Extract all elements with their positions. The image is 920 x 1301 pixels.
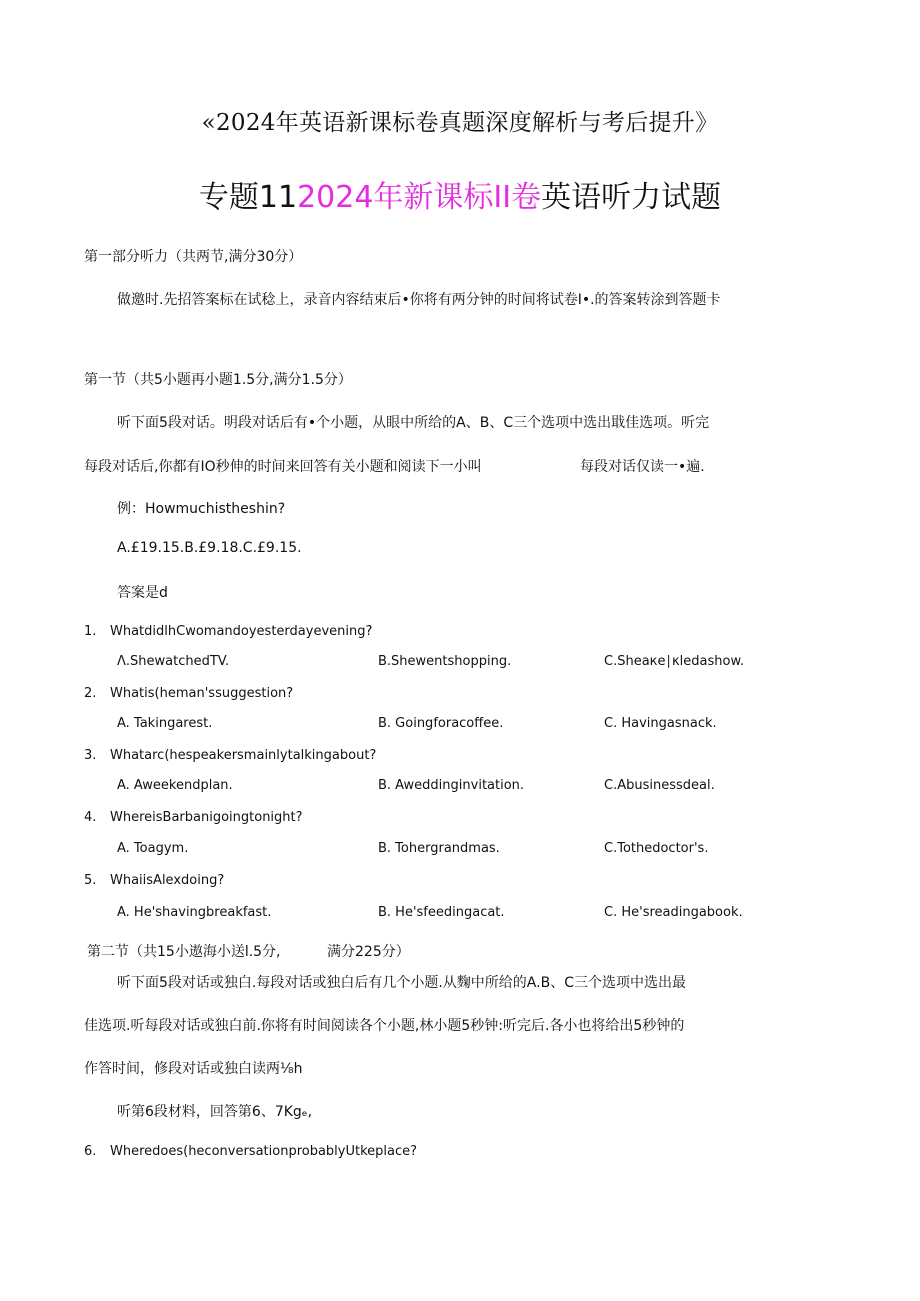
q3-option-a: A. Aweekendplan. [117, 778, 233, 793]
q3-option-b: B. Aweddinginvitation. [378, 778, 525, 793]
q1-option-a: Λ.ShewatchedTV. [117, 654, 230, 669]
section1-para2a: 每段对话后,你都有IO秒伸的时间来回答有关小题和阅读下一小叫 [84, 459, 482, 475]
book-title: «2024年英语新课标卷真题深度解析与考后提升》 [201, 110, 719, 136]
question-1 [84, 624, 372, 639]
section2-heading-b: 满分225分） [327, 944, 410, 960]
part1-heading: 第一部分听力（共两节,满分30分） [84, 249, 303, 265]
question-text: Whatarc(hespeakersmainlytalkingabout? [110, 748, 377, 763]
example-options: A.£19.15.B.£9.18.C.£9.15. [117, 540, 302, 556]
example-question: 例：Howmuchistheshin? [117, 501, 286, 517]
question-number: 1. [84, 624, 97, 639]
topic-suffix: 英语听力试题 [541, 180, 722, 215]
q1-option-c: C.Sheaкe∣κledashow. [604, 654, 745, 669]
q1-option-b: B.Shewentshopping. [378, 654, 512, 669]
q4-option-c: C.Tothedoctor's. [604, 841, 709, 856]
topic-accent: 2024年新课标II卷 [297, 180, 542, 215]
section2-subheading: 听第6段材料，回答第6、7Kgₑ, [117, 1104, 313, 1120]
question-2 [84, 686, 293, 701]
question-text: WhereisBarbanigoingtonight? [110, 810, 303, 825]
q2-option-c: C. Havingasnack. [604, 716, 717, 731]
section2-para3: 作答时间，修段对话或独白读两⅛h [84, 1061, 303, 1077]
question-number: 3. [84, 748, 97, 763]
question-text: Wheredoes(heconversationprobablyUtkeplace? [110, 1144, 418, 1159]
section1-heading: 第一节（共5小题再小题1.5分,满分1.5分） [84, 372, 352, 388]
question-number: 6. [84, 1144, 97, 1159]
section2-para2: 佳选项.听每段对话或独白前.你将有时间阅读各个小题,林小题5秒钟:听完后.各小也将给出5秒钟的 [84, 1018, 685, 1034]
section1-para1: 听下面5段对话。明段对话后有•个小题，从眼中所给的A、B、C三个选项中选出戢佳选项。听完 [117, 415, 710, 431]
q4-option-a: A. Toagym. [117, 841, 189, 856]
section2-heading-a: 第二节（共15小遨海小送l.5分, [87, 944, 281, 960]
section2-para1: 听下面5段对话或独白.每段对话或独白后有几个小题.从麴中所给的A.B、C三个选项中选出最 [117, 975, 686, 991]
question-text: Whatis(heman'ssuggestion? [110, 686, 294, 701]
section1-para2b: 每段对话仅读一•遍. [580, 459, 705, 475]
question-number: 4. [84, 810, 97, 825]
topic-title [0, 172, 920, 216]
question-number: 5. [84, 873, 97, 888]
q3-option-c: C.Abusinessdeal. [604, 778, 715, 793]
q2-option-b: B. Goingforacoffee. [378, 716, 504, 731]
question-number: 2. [84, 686, 97, 701]
question-text: WhaiisAlexdoing? [110, 873, 225, 888]
q5-option-a: A. He'shavingbreakfast. [117, 905, 272, 920]
topic-prefix: 专题11 [198, 180, 298, 215]
question-6 [84, 1144, 417, 1159]
q2-option-a: A. Takingarest. [117, 716, 213, 731]
q5-option-b: B. He'sfeedingacat. [378, 905, 505, 920]
q4-option-b: B. Tohergrandmas. [378, 841, 500, 856]
example-answer: 答案是d [117, 585, 168, 601]
question-4 [84, 810, 303, 825]
question-5 [84, 873, 224, 888]
question-3 [84, 748, 376, 763]
q5-option-c: C. He'sreadingabook. [604, 905, 743, 920]
part1-instruction: 做邀时.先招答案标在试稔上，录音内容结束后•你将有两分钟的时间将试卷I•.的答案转涂到答题卡 [117, 292, 721, 308]
question-text: WhatdidlhCwomandoyesterdayevening? [110, 624, 373, 639]
